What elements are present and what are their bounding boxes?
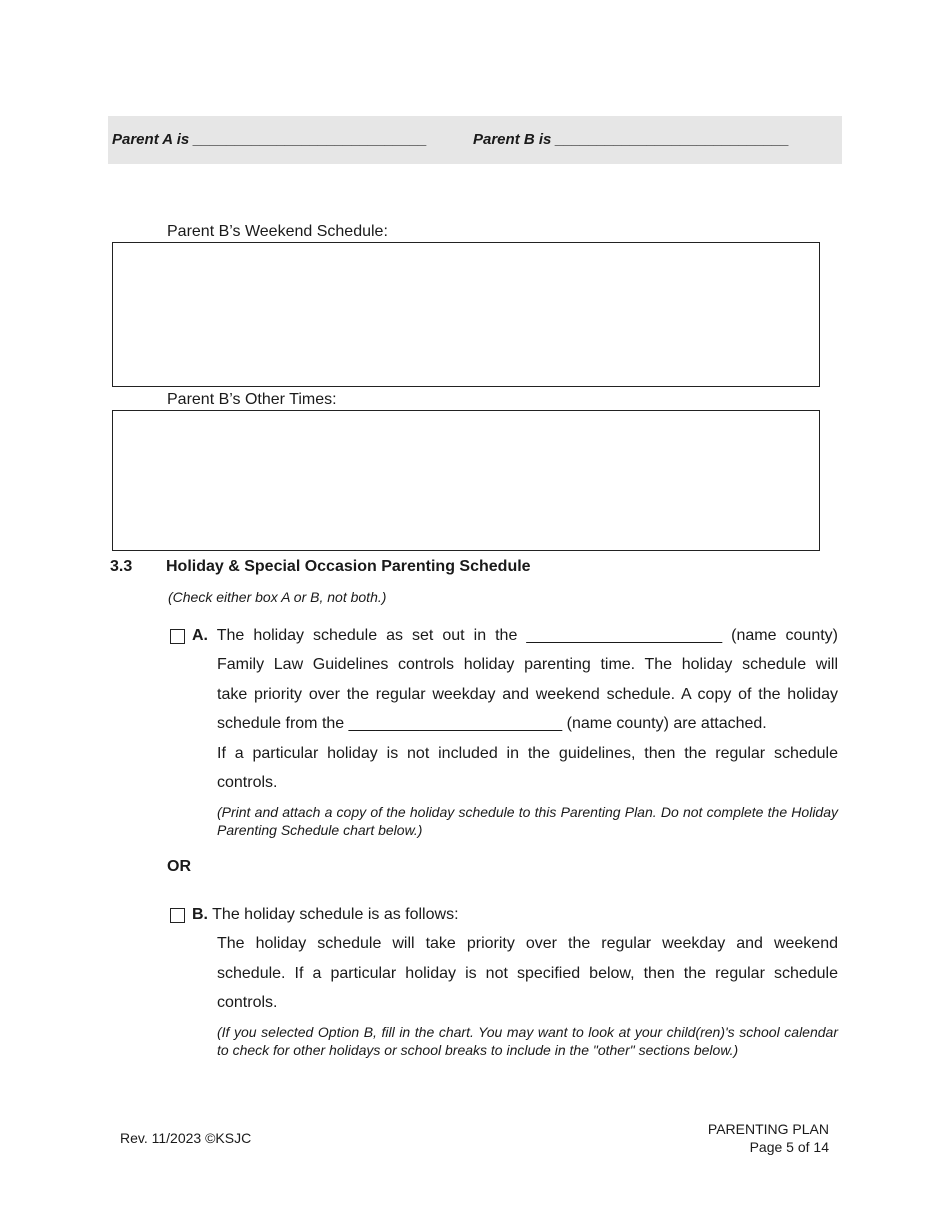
- option-a-line-2: Family Law Guidelines controls holiday parenting time. The holiday schedule will: [217, 656, 838, 673]
- option-b-line-2: The holiday schedule will take priority over the regular weekday and weekend: [217, 935, 838, 952]
- option-b-line-4: controls.: [217, 994, 278, 1011]
- parent-a-field[interactable]: Parent A is ____________________________: [112, 131, 427, 148]
- option-b-letter: B.: [192, 906, 208, 923]
- parent-b-field[interactable]: Parent B is ____________________________: [473, 131, 790, 148]
- footer-form-title: PARENTING PLAN: [707, 1121, 829, 1137]
- weekend-schedule-label: Parent B’s Weekend Schedule:: [167, 223, 388, 240]
- option-a-line-3: take priority over the regular weekday and weekend schedule. A copy of the holiday: [217, 685, 838, 703]
- option-a-line-6: controls.: [217, 774, 278, 791]
- or-label: OR: [167, 858, 191, 875]
- section-number: 3.3: [110, 558, 133, 575]
- option-b-line-3: schedule. If a particular holiday is not specified below, then the regular schedule: [217, 964, 838, 982]
- option-a-line-1: The holiday schedule as set out in the ______________________ (name county): [216, 627, 838, 644]
- footer-page-number: Page 5 of 14: [749, 1139, 829, 1155]
- option-b-line-1: The holiday schedule is as follows:: [212, 906, 459, 923]
- weekend-schedule-box[interactable]: [112, 242, 820, 387]
- option-a-paragraph: [217, 650, 838, 798]
- option-b-paragraph: [217, 929, 838, 1018]
- option-a-note: (Print and attach a copy of the holiday schedule to this Parenting Plan. Do not complete the Holiday Parenting Schedule chart below.): [217, 804, 838, 838]
- other-times-box[interactable]: [112, 410, 820, 551]
- footer-revision: Rev. 11/2023 ©KSJC: [120, 1130, 252, 1146]
- option-a-line-5: If a particular holiday is not included in the guidelines, then the regular schedule: [217, 744, 838, 762]
- option-b-note: (If you selected Option B, fill in the chart. You may want to look at your child(ren)'s school calendar to check for other holidays or school breaks to include in the "other" sections below.): [217, 1024, 838, 1058]
- footer-page-info: [640, 1120, 829, 1156]
- option-b-first-line: [192, 906, 459, 924]
- option-a-first-line: [192, 627, 838, 645]
- option-b-checkbox[interactable]: [170, 908, 185, 923]
- other-times-label: Parent B’s Other Times:: [167, 391, 337, 408]
- option-a-line-4: schedule from the ________________________ (name county) are attached.: [217, 715, 767, 732]
- option-a-letter: A.: [192, 627, 208, 644]
- section-title: Holiday & Special Occasion Parenting Schedule: [166, 558, 531, 575]
- option-a-checkbox[interactable]: [170, 629, 185, 644]
- section-instruction: (Check either box A or B, not both.): [168, 589, 387, 605]
